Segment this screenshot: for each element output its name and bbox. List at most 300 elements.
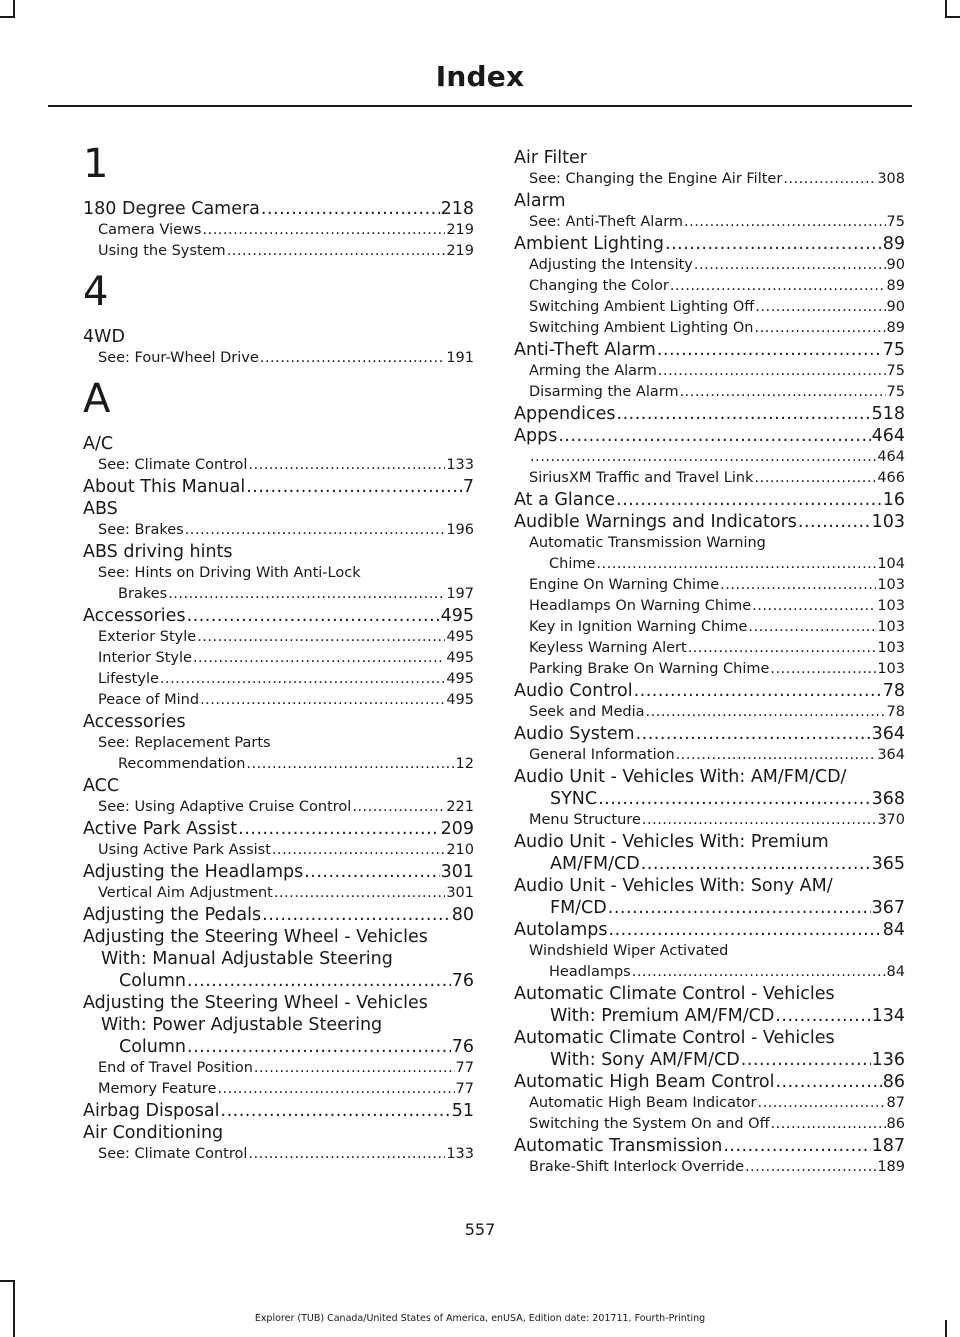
entry-page-number: 197: [446, 586, 474, 602]
leader-dots: [596, 554, 876, 575]
entry-page-number: 78: [886, 704, 905, 720]
index-entry: [83, 818, 474, 840]
leader-dots: [755, 468, 877, 489]
subentry-text: See: Climate Control: [98, 457, 248, 473]
index-entry: [514, 919, 905, 941]
subentry-text: Memory Feature: [98, 1081, 217, 1097]
entry-line: [514, 1027, 905, 1049]
index-entry: [83, 476, 474, 498]
index-subentry: [514, 1157, 905, 1178]
leader-dots: [274, 883, 445, 904]
entry-line: [532, 897, 905, 919]
index-entry: [514, 233, 905, 255]
leader-dots: [352, 797, 445, 818]
subentry-text: Interior Style: [98, 650, 192, 666]
entry-text: With: Sony AM/FM/CD: [550, 1050, 740, 1070]
index-subentry: [514, 468, 905, 489]
index-subentry: [514, 1114, 905, 1135]
index-subentry: [83, 1144, 474, 1165]
index-entry: [83, 711, 474, 733]
leader-dots: [757, 1093, 885, 1114]
entry-page-number: 16: [882, 490, 905, 510]
index-entry: [83, 498, 474, 520]
index-subentry: [83, 840, 474, 861]
leader-dots: [755, 297, 885, 318]
leader-dots: [641, 853, 871, 875]
entry-text: Anti-Theft Alarm: [514, 340, 656, 360]
leader-dots: [187, 605, 440, 627]
entry-page-number: 196: [446, 522, 474, 538]
entry-text: Alarm: [514, 191, 566, 211]
entry-text: About This Manual: [83, 477, 246, 497]
entry-line: [514, 875, 905, 897]
entry-text: Apps: [514, 426, 558, 446]
entry-page-number: 133: [446, 1146, 474, 1162]
entry-page-number: 77: [455, 1081, 474, 1097]
leader-dots: [609, 919, 882, 941]
subentry-text: Headlamps On Warning Chime: [529, 598, 752, 614]
entry-text: Audio Unit - Vehicles With: Premium: [514, 832, 829, 852]
index-subentry: [514, 617, 905, 638]
leader-dots: [246, 476, 462, 498]
subentry-text: See: Anti-Theft Alarm: [529, 214, 684, 230]
subentry-text: See: Replacement Parts: [98, 735, 271, 751]
index-subentry: [514, 212, 905, 233]
index-entry: [83, 775, 474, 797]
leader-dots: [558, 425, 870, 447]
entry-page-number: 518: [871, 404, 905, 424]
entry-text: ACC: [83, 776, 120, 796]
entry-page-number: 308: [877, 171, 905, 187]
entry-text: Automatic High Beam Control: [514, 1072, 775, 1092]
subentry-text: Brakes: [118, 586, 168, 602]
subentry-text: Keyless Warning Alert: [529, 640, 687, 656]
entry-text: Airbag Disposal: [83, 1101, 220, 1121]
entry-page-number: 77: [455, 1060, 474, 1076]
leader-dots: [783, 169, 876, 190]
leader-dots: [246, 754, 454, 775]
crop-mark: [0, 16, 15, 18]
entry-line: [532, 853, 905, 875]
index-subentry: [514, 638, 905, 659]
leader-dots: [272, 840, 445, 861]
index-column-left: [83, 134, 474, 1165]
entry-page-number: 7: [462, 477, 474, 497]
crop-mark: [0, 1280, 15, 1282]
entry-page-number: 301: [446, 885, 474, 901]
entry-text: 180 Degree Camera: [83, 199, 260, 219]
subentry-text: See: Brakes: [98, 522, 184, 538]
subentry-text: Changing the Color: [529, 278, 669, 294]
entry-line: [83, 992, 474, 1014]
index-subentry: [514, 447, 905, 468]
entry-page-number: 104: [877, 556, 905, 572]
leader-dots: [741, 1049, 871, 1071]
entry-page-number: 301: [440, 862, 474, 882]
leader-dots: [616, 489, 882, 511]
entry-text: Adjusting the Headlamps: [83, 862, 304, 882]
entry-page-number: 136: [871, 1050, 905, 1070]
index-entry: [83, 1100, 474, 1122]
index-entry: [83, 326, 474, 348]
section-letter: 1: [83, 141, 109, 187]
entry-text: With: Premium AM/FM/CD: [550, 1006, 775, 1026]
leader-dots: [634, 680, 882, 702]
entry-text: Appendices: [514, 404, 616, 424]
crop-mark: [13, 1280, 15, 1337]
entry-page-number: 464: [871, 426, 905, 446]
page-title: Index: [435, 60, 525, 93]
subentry-text: Engine On Warning Chime: [529, 577, 720, 593]
entry-page-number: 495: [446, 650, 474, 666]
index-entry: [83, 926, 474, 992]
subentry-text: See: Changing the Engine Air Filter: [529, 171, 783, 187]
subentry-text: Exterior Style: [98, 629, 197, 645]
entry-page-number: 191: [446, 350, 474, 366]
leader-dots: [658, 361, 886, 382]
subentry-text: Arming the Alarm: [529, 363, 657, 379]
subentry-line: [529, 554, 905, 575]
leader-dots: [304, 861, 439, 883]
entry-page-number: 219: [446, 222, 474, 238]
entry-page-number: 367: [871, 898, 905, 918]
index-subentry: [514, 596, 905, 617]
entry-line: [532, 1049, 905, 1071]
leader-dots: [200, 690, 445, 711]
leader-dots: [598, 788, 870, 810]
entry-text: AM/FM/CD: [550, 854, 640, 874]
index-subentry: [514, 169, 905, 190]
entry-page-number: 86: [886, 1116, 905, 1132]
entry-line: [514, 983, 905, 1005]
subentry-text: Vertical Aim Adjustment: [98, 885, 273, 901]
entry-page-number: 103: [871, 512, 905, 532]
entry-page-number: 189: [877, 1159, 905, 1175]
entry-text: ABS: [83, 499, 118, 519]
section-letter: A: [83, 376, 111, 422]
index-entry: [514, 831, 905, 875]
index-entry: [514, 723, 905, 745]
subentry-text: Brake-Shift Interlock Override: [529, 1159, 745, 1175]
index-subentry: [514, 297, 905, 318]
index-entry: [514, 766, 905, 810]
entry-text: Audible Warnings and Indicators: [514, 512, 797, 532]
leader-dots: [642, 810, 876, 831]
entry-page-number: 84: [882, 920, 905, 940]
entry-page-number: 89: [886, 278, 905, 294]
index-entry: [514, 425, 905, 447]
index-subentry: [514, 810, 905, 831]
entry-line: [101, 970, 474, 992]
index-subentry: [83, 348, 474, 369]
subentry-line: [98, 584, 474, 605]
entry-page-number: 219: [446, 243, 474, 259]
entry-line: [83, 926, 474, 948]
entry-text: A/C: [83, 434, 114, 454]
entry-page-number: 365: [871, 854, 905, 874]
entry-text: Accessories: [83, 606, 186, 626]
page-number: 557: [464, 1220, 496, 1239]
subentry-text: See: Hints on Driving With Anti-Lock: [98, 565, 361, 581]
index-subentry: [514, 382, 905, 403]
entry-page-number: 75: [886, 384, 905, 400]
entry-text: Air Conditioning: [83, 1123, 224, 1143]
entry-text: SYNC: [550, 789, 598, 809]
subentry-text: Adjusting the Intensity: [529, 257, 693, 273]
leader-dots: [770, 659, 876, 680]
index-entry: [83, 605, 474, 627]
leader-dots: [530, 447, 876, 468]
entry-text: FM/CD: [550, 898, 607, 918]
subentry-text: Parking Brake On Warning Chime: [529, 661, 770, 677]
entry-page-number: 495: [446, 671, 474, 687]
subentry-text: Headlamps: [549, 964, 631, 980]
entry-page-number: 103: [877, 598, 905, 614]
subentry-text: Automatic Transmission Warning: [529, 535, 766, 551]
index-entry: [514, 680, 905, 702]
leader-dots: [754, 318, 885, 339]
leader-dots: [694, 255, 886, 276]
subentry-text: See: Climate Control: [98, 1146, 248, 1162]
index-subentry: [514, 659, 905, 680]
index-entry: [514, 875, 905, 919]
entry-page-number: 364: [877, 747, 905, 763]
leader-dots: [197, 627, 445, 648]
entry-page-number: 364: [871, 724, 905, 744]
entry-page-number: 90: [886, 257, 905, 273]
entry-page-number: 210: [446, 842, 474, 858]
subentry-text: Lifestyle: [98, 671, 159, 687]
index-entry: [514, 1027, 905, 1071]
entry-text: Automatic Climate Control - Vehicles: [514, 1028, 835, 1048]
entry-text: Adjusting the Steering Wheel - Vehicles: [83, 993, 428, 1013]
index-entry: [514, 1135, 905, 1157]
index-entry: [514, 147, 905, 169]
leader-dots: [262, 904, 451, 926]
leader-dots: [632, 962, 886, 983]
index-subentry: [83, 883, 474, 904]
entry-page-number: 103: [877, 661, 905, 677]
index-subentry: [83, 563, 474, 605]
index-subentry: [83, 627, 474, 648]
entry-text: Audio Unit - Vehicles With: Sony AM/: [514, 876, 833, 896]
entry-page-number: 466: [877, 470, 905, 486]
leader-dots: [193, 648, 445, 669]
index-entry: [514, 983, 905, 1027]
index-subentry: [83, 669, 474, 690]
leader-dots: [670, 276, 886, 297]
leader-dots: [748, 617, 876, 638]
subentry-text: Switching the System On and Off: [529, 1116, 770, 1132]
leader-dots: [745, 1157, 876, 1178]
subentry-text: Automatic High Beam Indicator: [529, 1095, 757, 1111]
leader-dots: [168, 584, 445, 605]
index-subentry: [514, 575, 905, 596]
entry-text: Adjusting the Steering Wheel - Vehicles: [83, 927, 428, 947]
subentry-text: See: Using Adaptive Cruise Control: [98, 799, 352, 815]
index-entry: [83, 198, 474, 220]
entry-page-number: 89: [882, 234, 905, 254]
entry-page-number: 221: [446, 799, 474, 815]
entry-page-number: 368: [871, 789, 905, 809]
index-subentry: [514, 745, 905, 766]
entry-text: Autolamps: [514, 920, 608, 940]
entry-text: Active Park Assist: [83, 819, 238, 839]
subentry-text: Using Active Park Assist: [98, 842, 271, 858]
subentry-text: Key in Ignition Warning Chime: [529, 619, 748, 635]
subentry-text: Windshield Wiper Activated: [529, 943, 729, 959]
subentry-text: Switching Ambient Lighting Off: [529, 299, 755, 315]
leader-dots: [684, 212, 886, 233]
index-entry: [514, 1071, 905, 1093]
subentry-text: Switching Ambient Lighting On: [529, 320, 754, 336]
index-subentry: [83, 455, 474, 476]
entry-text: Column: [119, 971, 187, 991]
subentry-text: End of Travel Position: [98, 1060, 253, 1076]
entry-text: Audio System: [514, 724, 635, 744]
leader-dots: [798, 511, 871, 533]
entry-page-number: 78: [882, 681, 905, 701]
leader-dots: [752, 596, 876, 617]
entry-page-number: 75: [882, 340, 905, 360]
entry-page-number: 75: [886, 363, 905, 379]
footer-text: Explorer (TUB) Canada/United States of America, enUSA, Edition date: 201711, Fourth-Printing: [254, 1313, 706, 1324]
leader-dots: [227, 241, 446, 262]
leader-dots: [261, 198, 440, 220]
leader-dots: [775, 1071, 881, 1093]
index-subentry: [514, 1093, 905, 1114]
entry-text: Adjusting the Pedals: [83, 905, 262, 925]
index-entry: [514, 190, 905, 212]
entry-page-number: 87: [886, 1095, 905, 1111]
leader-dots: [187, 1036, 451, 1058]
entry-line: [101, 1036, 474, 1058]
subentry-text: See: Four-Wheel Drive: [98, 350, 259, 366]
subentry-text: Using the System: [98, 243, 226, 259]
leader-dots: [160, 669, 445, 690]
leader-dots: [238, 818, 439, 840]
entry-page-number: 51: [451, 1101, 474, 1121]
leader-dots: [676, 745, 877, 766]
leader-dots: [720, 575, 876, 596]
entry-text: Ambient Lighting: [514, 234, 665, 254]
leader-dots: [187, 970, 451, 992]
subentry-text: Camera Views: [98, 222, 202, 238]
leader-dots: [680, 382, 886, 403]
subentry-text: Menu Structure: [529, 812, 641, 828]
index-subentry: [514, 702, 905, 723]
entry-page-number: 495: [446, 629, 474, 645]
entry-text: Automatic Climate Control - Vehicles: [514, 984, 835, 1004]
index-subentry: [83, 733, 474, 775]
index-subentry: [83, 1058, 474, 1079]
entry-line: [532, 788, 905, 810]
leader-dots: [185, 520, 446, 541]
entry-page-number: 187: [871, 1136, 905, 1156]
index-subentry: [514, 533, 905, 575]
subentry-text: Chime: [549, 556, 596, 572]
subentry-text: Disarming the Alarm: [529, 384, 679, 400]
index-subentry: [83, 648, 474, 669]
index-entry: [514, 489, 905, 511]
subentry-text: SiriusXM Traffic and Travel Link: [529, 470, 754, 486]
entry-page-number: 75: [886, 214, 905, 230]
index-entry: [83, 1122, 474, 1144]
subentry-text: General Information: [529, 747, 675, 763]
index-entry: [514, 511, 905, 533]
index-subentry: [83, 241, 474, 262]
entry-page-number: 12: [455, 756, 474, 772]
entry-text: ABS driving hints: [83, 542, 233, 562]
leader-dots: [775, 1005, 870, 1027]
entry-text: Accessories: [83, 712, 186, 732]
entry-page-number: 103: [877, 577, 905, 593]
index-subentry: [514, 941, 905, 983]
index-subentry: [83, 1079, 474, 1100]
index-subentry: [83, 690, 474, 711]
index-entry: [514, 403, 905, 425]
entry-text: At a Glance: [514, 490, 616, 510]
entry-line: With: Power Adjustable Steering: [101, 1015, 383, 1035]
section-letter: 4: [83, 269, 109, 315]
leader-dots: [646, 702, 886, 723]
index-subentry: [83, 520, 474, 541]
leader-dots: [636, 723, 871, 745]
entry-page-number: 103: [877, 640, 905, 656]
index-entry: [83, 992, 474, 1058]
entry-page-number: 76: [451, 1037, 474, 1057]
entry-page-number: 495: [446, 692, 474, 708]
entry-page-number: 464: [877, 449, 905, 465]
index-subentry: [514, 255, 905, 276]
entry-line: [532, 1005, 905, 1027]
entry-line: With: Manual Adjustable Steering: [101, 949, 393, 969]
leader-dots: [688, 638, 877, 659]
leader-dots: [657, 339, 882, 361]
leader-dots: [260, 348, 446, 369]
index-subentry: [83, 220, 474, 241]
leader-dots: [202, 220, 445, 241]
index-column-right: [514, 147, 905, 1178]
leader-dots: [771, 1114, 886, 1135]
subentry-text: Peace of Mind: [98, 692, 200, 708]
index-entry: [83, 861, 474, 883]
leader-dots: [665, 233, 882, 255]
entry-text: 4WD: [83, 327, 125, 347]
leader-dots: [617, 403, 871, 425]
leader-dots: [608, 897, 871, 919]
index-subentry: [514, 318, 905, 339]
entry-page-number: 370: [877, 812, 905, 828]
entry-page-number: 76: [451, 971, 474, 991]
entry-page-number: 209: [440, 819, 474, 839]
crop-mark: [945, 16, 960, 18]
subentry-line: [529, 962, 905, 983]
header-divider: [48, 105, 912, 107]
entry-line: [514, 831, 905, 853]
entry-page-number: 80: [451, 905, 474, 925]
subentry-text: Recommendation: [118, 756, 246, 772]
entry-text: Air Filter: [514, 148, 587, 168]
entry-page-number: 133: [446, 457, 474, 473]
index-entry: [514, 339, 905, 361]
entry-text: Audio Unit - Vehicles With: AM/FM/CD/: [514, 767, 847, 787]
index-entry: [83, 904, 474, 926]
entry-text: Column: [119, 1037, 187, 1057]
leader-dots: [217, 1079, 454, 1100]
leader-dots: [248, 1144, 445, 1165]
entry-page-number: 86: [882, 1072, 905, 1092]
